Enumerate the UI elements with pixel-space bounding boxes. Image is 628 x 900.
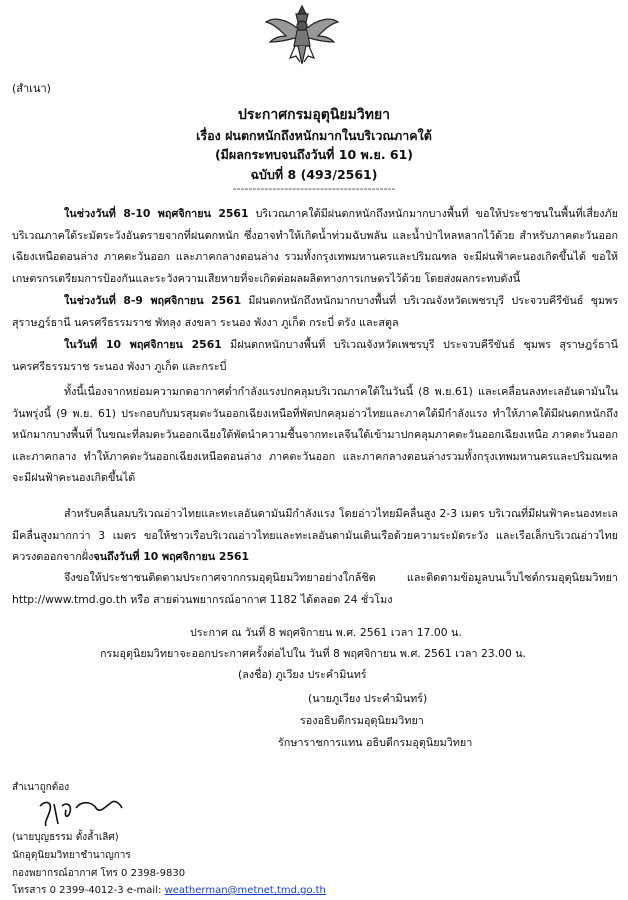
signer-name: (นายภูเวียง ประคำมินทร์) <box>308 692 428 705</box>
signed-by: (ลงชื่อ) ภูเวียง ประคำมินทร์ <box>238 668 367 681</box>
paragraph-1 <box>12 203 618 289</box>
certifier-dept-phone: กองพยากรณ์อากาศ โทร 0 2398-9830 <box>12 868 186 879</box>
paragraph-6: จึงขอให้ประชาชนติดตามประกาศจากกรมอุตุนิยมวิทยาอย่างใกล้ชิด และติดตามข้อมูลบนเว็บไซต์กรมอุตุนิยมวิทยา http://www.tmd.go.th หรือ สายด่วนพยากรณ์อากาศ 1182 ได้ตลอด 24 ชั่วโมง <box>12 571 618 606</box>
paragraph-4: ทั้งนี้เนื่องจากหย่อมความกดอากาศต่ำกำลังแรงปกคลุมบริเวณภาคใต้ในวันนี้ (8 พ.ย.61) และเคลื่อนลงทะเลอันดามันในวันพรุ่งนี้ (9 พ.ย. 61) ประกอบกับมรสุมตะวันออกเฉียงเหนือที่พัดปกคลุมอ่าวไทยและภาคใต้มีกำลังแรง ทำให้ภาคใต้มีฝนตกหนักถึงหนักมากบางพื้นที่ ในขณะที่ลมตะวันออกเฉียงใต้พัดนำความชื้นจากทะเลจีนใต้เข้ามาปกคลุมภาคตะวันออกเฉียงเหนือ ภาคตะวันออก และภาคกลาง ทำให้ภาคตะวันออกเฉียงเหนือตอนล่าง ภาคตะวันออก และภาคกลางตอนล่างรวมทั้งกรุงเทพมหานครและปริมณฑลจะมีฝนฟ้าคะนองเกิดขึ้นได้ <box>12 385 618 484</box>
announcement-issue-number: ฉบับที่ 8 (493/2561) <box>250 167 378 182</box>
certifier-title: นักอุตุนิยมวิทยาชำนาญการ <box>12 850 131 861</box>
email-link[interactable]: weatherman@metnet.tmd.go.th <box>164 885 326 896</box>
paragraph-1-date: ในช่วงวันที่ 8-10 พฤศจิกายน 2561 <box>64 207 249 220</box>
paragraph-1-text: บริเวณภาคใต้มีฝนตกหนักถึงหนักมากบางพื้นที่ ขอให้ประชาชนในพื้นที่เสี่ยงภัยบริเวณภาคใต้ระมัดระวังอันตรายจากที่ฝนตกหนัก ซึ่งอาจทำให้เกิดน้ำท่วมฉับพลัน และน้ำป่าไหลหลากไว้ด้วย สำหรับภาคตะวันออกเฉียงเหนือตอนล่าง ภาคตะวันออก และภาคกลางตอนล่าง รวมทั้งกรุงเทพมหานครและปริมณฑล จะมีฝนฟ้าคะนองเกิดขึ้นได้ ขอให้เกษตรกรเตรียมการป้องกันและระวังความเสียหายที่จะเกิดต่อผลผลิตทางการเกษตรไว้ด้วย โดยส่งผลกระทบดังนี้ <box>12 207 618 285</box>
fax-email-label: โทรสาร 0 2399-4012-3 e-mail: <box>12 885 165 896</box>
certifier-contact <box>12 883 326 898</box>
paragraph-2-text: มีฝนตกหนักถึงหนักมากบางพื้นที่ บริเวณจังหวัดเพชรบุรี ประจวบคีรีขันธ์ ชุมพร สุราษฎร์ธานี นครศรีธรรมราช พัทลุง สงขลา ระนอง พังงา ภูเก็ต กระบี่ ตรัง และสตูล <box>12 294 618 329</box>
header-divider: ----------------------------------------- <box>232 182 396 195</box>
signer-acting-position: รักษาราชการแทน อธิบดีกรมอุตุนิยมวิทยา <box>278 736 473 749</box>
signer-position: รองอธิบดีกรมอุตุนิยมวิทยา <box>300 714 424 727</box>
announcement-subject: เรื่อง ฝนตกหนักถึงหนักมากในบริเวณภาคใต้ <box>196 128 432 143</box>
paragraph-5 <box>12 503 618 568</box>
paragraph-3 <box>12 334 618 377</box>
certifier-name: (นายบุญธรรม ตั้งล้ำเลิศ) <box>12 832 119 843</box>
paragraph-2-date: ในช่วงวันที่ 8-9 พฤศจิกายน 2561 <box>64 294 242 307</box>
garuda-emblem-icon <box>262 2 342 66</box>
next-announcement: กรมอุตุนิยมวิทยาจะออกประกาศครั้งต่อไปใน วันที่ 8 พฤศจิกายน พ.ศ. 2561 เวลา 23.00 น. <box>100 647 527 660</box>
certified-copy-label: สำเนาถูกต้อง <box>12 782 70 793</box>
paragraph-3-date: ในวันที่ 10 พฤศจิกายน 2561 <box>64 338 222 351</box>
paragraph-5-text: สำหรับคลื่นลมบริเวณอ่าวไทยและทะเลอันดามันมีกำลังแรง โดยอ่าวไทยมีคลื่นสูง 2-3 เมตร บริเวณที่มีฝนฟ้าคะนองทะเลมีคลื่นสูงมากกว่า 3 เมตร ขอให้ชาวเรือบริเวณอ่าวไทยและทะเลอันดามันเดินเรือด้วยความระมัดระวัง และเรือเล็กบริเวณอ่าวไทยควรงดออกจากฝั่ง <box>12 507 618 563</box>
paragraph-2 <box>12 290 618 333</box>
handwritten-signature <box>36 796 126 830</box>
paragraph-3-text: มีฝนตกหนักบางพื้นที่ บริเวณจังหวัดเพชรบุรี ประจวบคีรีขันธ์ ชุมพร สุราษฎร์ธานี นครศรีธรรมราช ระนอง พังงา ภูเก็ต และกระบี่ <box>12 338 618 373</box>
announcement-title: ประกาศกรมอุตุนิยมวิทยา <box>237 107 391 123</box>
announce-date: ประกาศ ณ วันที่ 8 พฤศจิกายน พ.ศ. 2561 เวลา 17.00 น. <box>190 626 462 639</box>
paragraph-5-date: จนถึงวันที่ 10 พฤศจิกายน 2561 <box>93 550 249 563</box>
copy-mark: (สำเนา) <box>12 82 51 95</box>
announcement-impact: (มีผลกระทบจนถึงวันที่ 10 พ.ย. 61) <box>214 147 414 162</box>
